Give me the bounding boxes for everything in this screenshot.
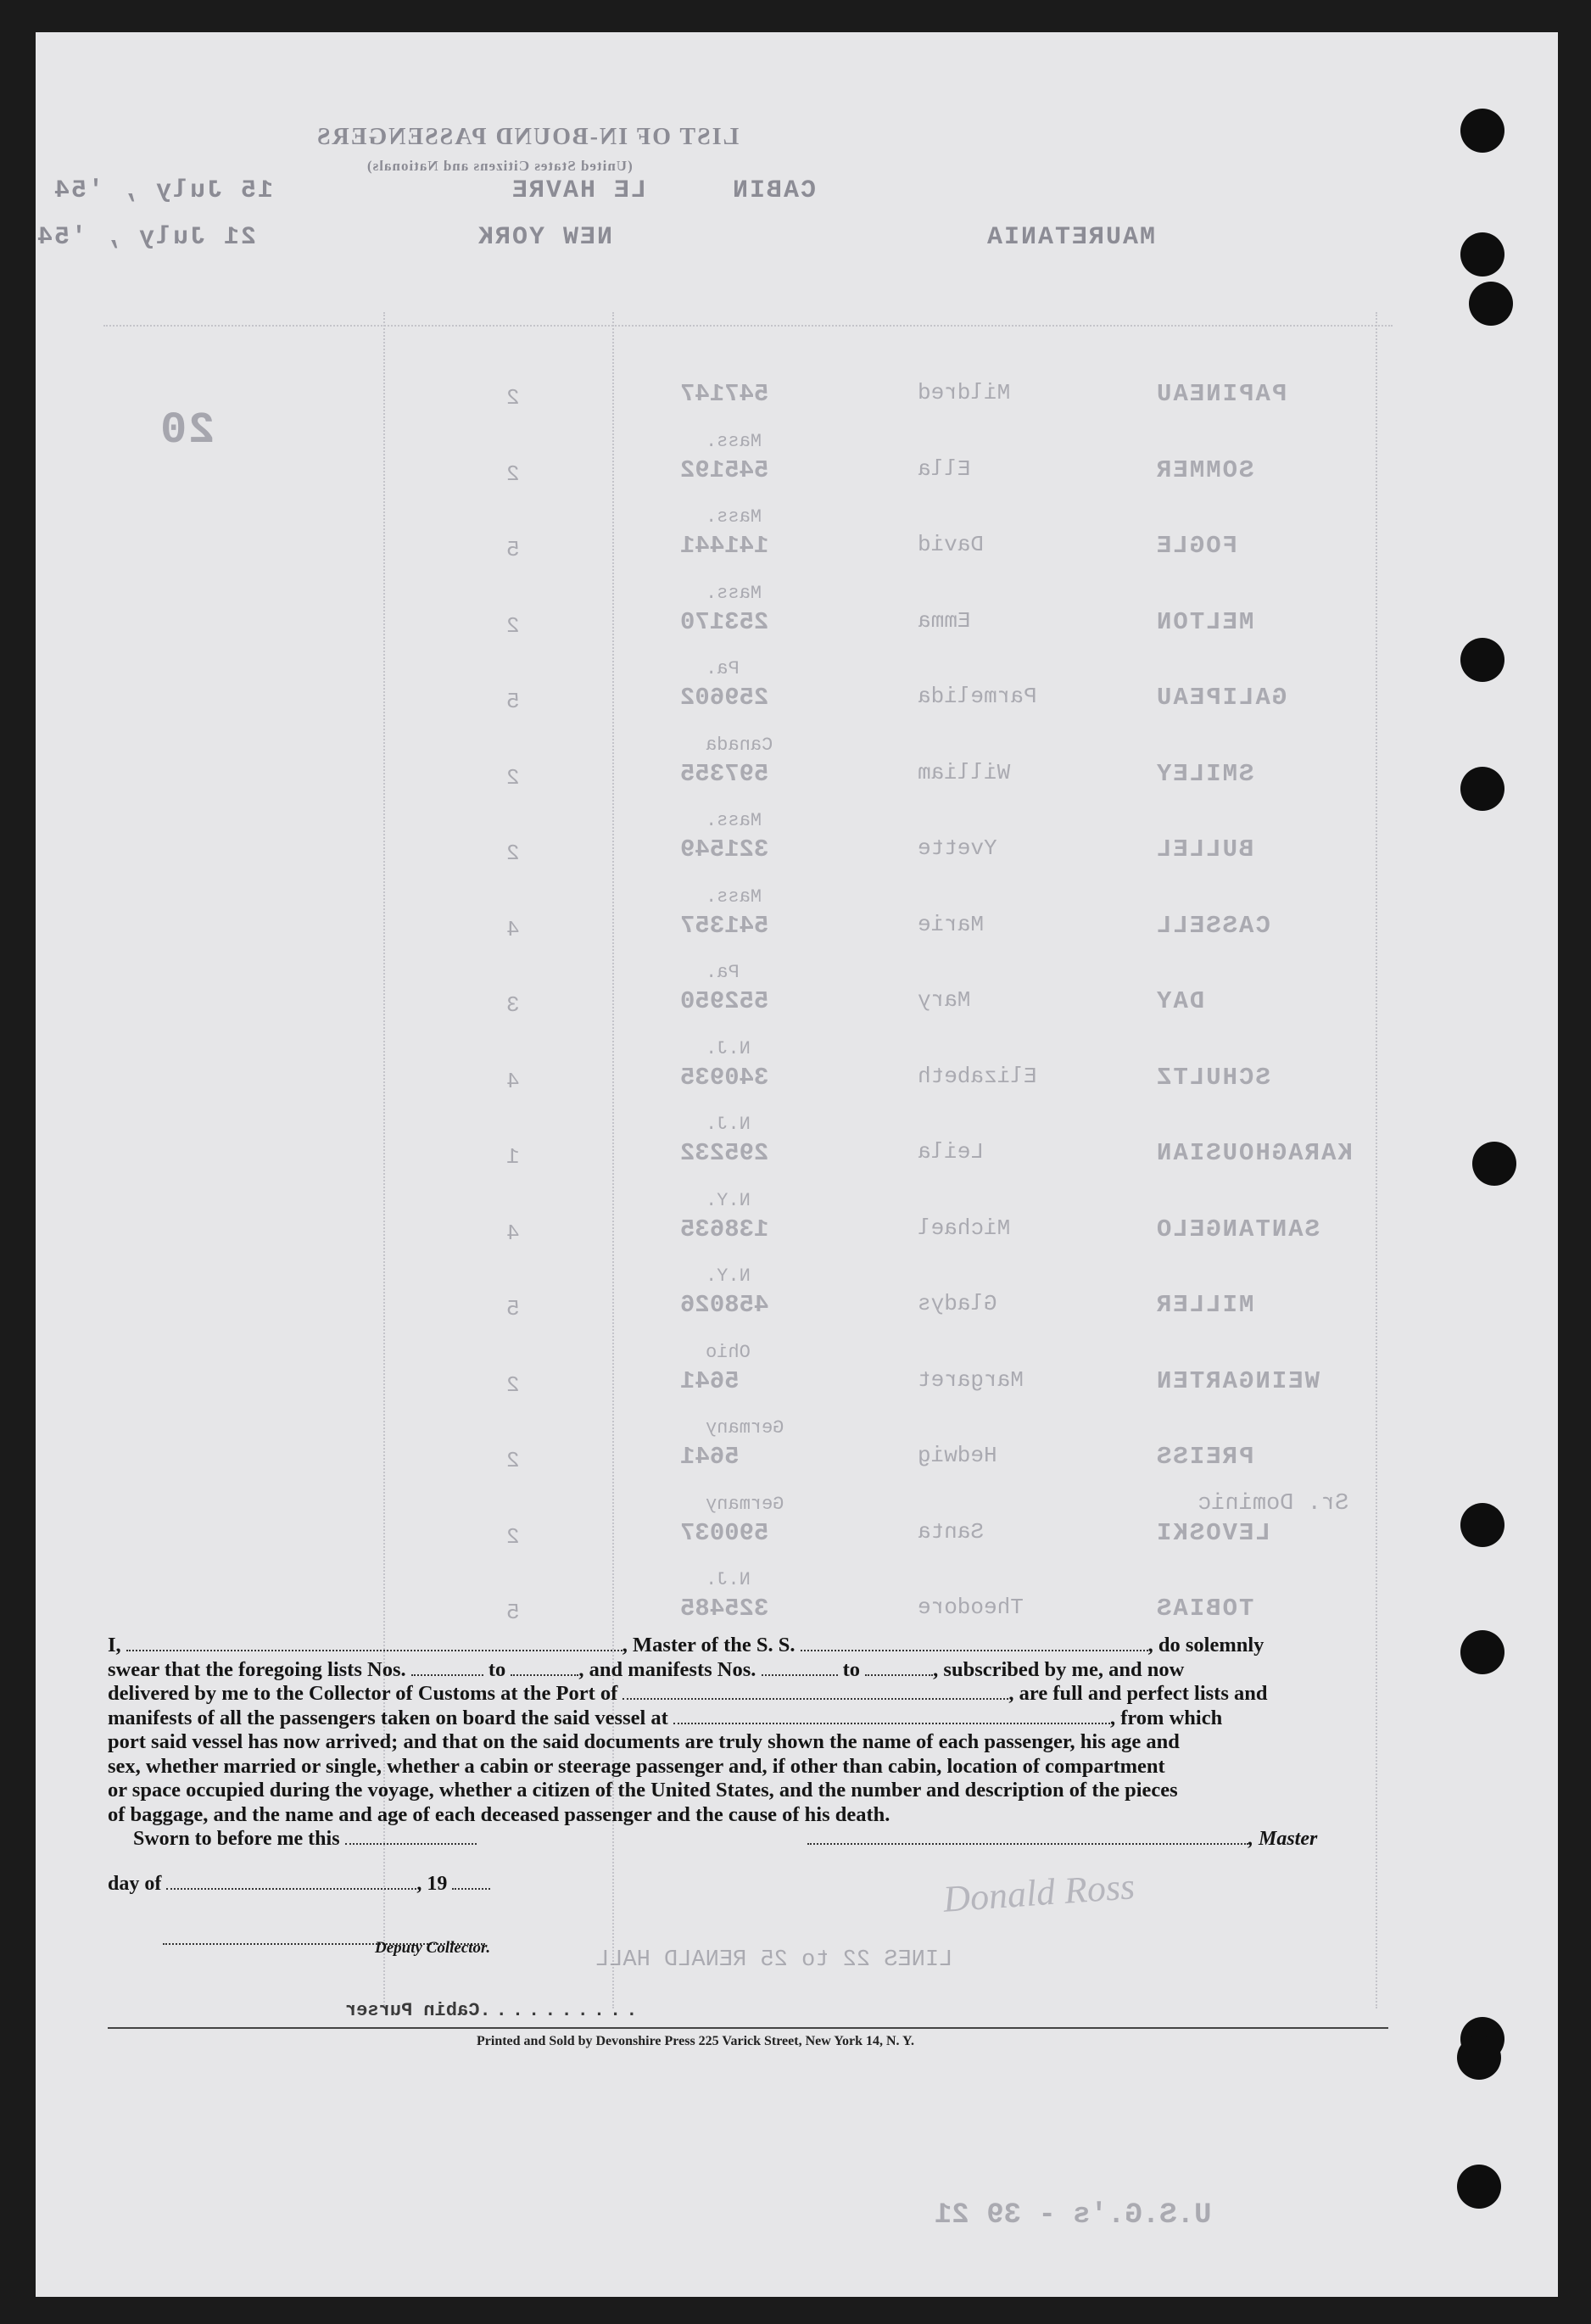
sailing-date: 15 July , '54 xyxy=(53,176,274,205)
sworn-line: Sworn to before me this xyxy=(133,1828,477,1851)
passenger-given: David xyxy=(918,532,985,557)
passenger-surname: MELTON xyxy=(1155,607,1254,636)
passenger-code: 4 xyxy=(506,916,520,942)
manifest-page xyxy=(36,32,1558,2297)
passenger-number: 5641 xyxy=(680,1366,740,1395)
passenger-given: Parmelida xyxy=(918,684,1037,709)
from-port: LE HAVRE xyxy=(511,176,647,205)
class-field: CABIN xyxy=(731,176,817,205)
margin-note: 20 xyxy=(159,405,215,455)
passenger-place: N.J. xyxy=(706,1114,751,1135)
passenger-surname: PREISS xyxy=(1155,1443,1254,1471)
passenger-given: Yvette xyxy=(918,835,997,861)
passenger-place: Pa. xyxy=(706,658,740,679)
passenger-place: N.Y. xyxy=(706,1265,751,1287)
passenger-given: Mary xyxy=(918,987,971,1013)
passenger-number: 340935 xyxy=(680,1063,769,1092)
passenger-surname: WEINGARTEN xyxy=(1155,1366,1320,1395)
passenger-given: Leila xyxy=(918,1139,985,1165)
passenger-code: 5 xyxy=(506,689,520,714)
passenger-number: 295232 xyxy=(680,1139,769,1167)
binder-hole xyxy=(1472,1142,1516,1186)
passenger-surname: SMILEY xyxy=(1155,759,1254,788)
passenger-code: 2 xyxy=(506,461,520,487)
passenger-given: Theodore xyxy=(918,1595,1024,1620)
oath-line: manifests of all the passengers taken on board the said vessel at , from which xyxy=(108,1706,1223,1729)
passenger-surname: DAY xyxy=(1155,987,1205,1015)
passenger-code: 2 xyxy=(506,385,520,411)
oath-line: sex, whether married or single, whether a cabin or steerage passenger and, if other than cabin, location of compartment xyxy=(108,1754,1165,1778)
printer-credit: Printed and Sold by Devonshire Press 225 Varick Street, New York 14, N. Y. xyxy=(477,2034,915,2048)
oath-paragraph xyxy=(108,1634,1426,1827)
deputy-label: Deputy Collector. xyxy=(375,1939,491,1957)
binder-hole xyxy=(1460,638,1504,682)
passenger-place: N.J. xyxy=(706,1569,751,1590)
form-subtitle: (United States Citizens and Nationals) xyxy=(366,158,633,174)
passenger-surname: KARAGHOUSIAN xyxy=(1155,1139,1353,1167)
binder-hole xyxy=(1457,2165,1501,2209)
passenger-number: 253170 xyxy=(680,607,769,636)
passenger-place: Mass. xyxy=(706,430,762,452)
passenger-code: 5 xyxy=(506,1296,520,1321)
passenger-number: 259602 xyxy=(680,684,769,712)
passenger-number: 597355 xyxy=(680,759,769,788)
passenger-number: 552950 xyxy=(680,987,769,1015)
binder-hole xyxy=(1469,282,1513,326)
passenger-given: William xyxy=(918,759,1011,785)
form-title: LIST OF IN-BOUND PASSENGERS xyxy=(315,124,740,150)
passenger-place: Canada xyxy=(706,734,773,756)
passenger-given: Hedwig xyxy=(918,1443,997,1468)
passenger-surname: BULLEL xyxy=(1155,835,1254,863)
arriving-port: NEW YORK xyxy=(477,223,613,252)
passenger-given: Marie xyxy=(918,911,985,937)
binder-hole xyxy=(1460,109,1504,153)
handwritten-signature: Donald Ross xyxy=(941,1865,1136,1920)
passenger-place: N.Y. xyxy=(706,1189,751,1211)
passenger-code: 2 xyxy=(506,612,520,639)
passenger-number: 458026 xyxy=(680,1291,769,1319)
passenger-number: 138635 xyxy=(680,1215,769,1243)
passenger-code: 2 xyxy=(506,1523,520,1550)
passenger-number: 545192 xyxy=(680,455,769,484)
passenger-given: Elizabeth xyxy=(918,1063,1037,1089)
passenger-surname: FOGLE xyxy=(1155,532,1238,560)
oath-line: swear that the foregoing lists Nos. to , and manifests Nos. to , subscribed by me, and now xyxy=(108,1657,1185,1681)
passenger-given: Emma xyxy=(918,607,971,634)
passenger-number: 141441 xyxy=(680,532,769,560)
passenger-given: Mildred xyxy=(918,380,1011,405)
passenger-place: Mass. xyxy=(706,885,762,908)
passenger-place: Germany xyxy=(706,1493,784,1515)
arrival-date: 21 July , '54 xyxy=(36,223,257,252)
passenger-number: 5641 xyxy=(680,1443,740,1471)
passenger-place: Ohio xyxy=(706,1341,751,1363)
passenger-place: Germany xyxy=(706,1417,784,1439)
passenger-code: 2 xyxy=(506,841,520,866)
passenger-code: 1 xyxy=(506,1144,520,1170)
binder-hole xyxy=(1457,2036,1501,2080)
passenger-surname: TOBIAS xyxy=(1155,1595,1254,1623)
printer-rule xyxy=(108,2027,1388,2029)
passenger-surname: SOMMER xyxy=(1155,455,1254,484)
passenger-number: 321549 xyxy=(680,835,769,863)
passenger-given: Michael xyxy=(918,1215,1011,1241)
header-rule xyxy=(103,325,1393,327)
passenger-given: Santa xyxy=(918,1518,985,1545)
passenger-place: Mass. xyxy=(706,810,762,831)
passenger-code: 3 xyxy=(506,992,520,1018)
passenger-given: Ella xyxy=(918,455,971,482)
lines-note: LINES 22 to 25 RENALD HALL xyxy=(595,1947,953,1973)
binder-hole xyxy=(1460,1503,1504,1547)
purser-line: Cabin Purser.......... xyxy=(345,2000,643,2021)
passenger-surname: CASSELL xyxy=(1155,911,1270,940)
master-signature-line: , Master xyxy=(807,1828,1317,1851)
passenger-number: 541357 xyxy=(680,911,769,940)
passenger-surname: MILLER xyxy=(1155,1291,1254,1319)
passenger-given: Margaret xyxy=(918,1366,1024,1393)
passenger-number: 590037 xyxy=(680,1518,769,1547)
passenger-code: 2 xyxy=(506,764,520,790)
passenger-place: Pa. xyxy=(706,962,740,983)
oath-line: of baggage, and the name and age of each deceased passenger and the cause of his death. xyxy=(108,1802,890,1826)
oath-line: delivered by me to the Collector of Customs at the Port of , are full and perfect lists and xyxy=(108,1682,1268,1705)
passenger-surname: LEVOSKI xyxy=(1155,1518,1270,1547)
binder-hole xyxy=(1460,767,1504,811)
passenger-code: 4 xyxy=(506,1068,520,1094)
binder-hole xyxy=(1460,1630,1504,1674)
passenger-surname: GALIPEAU xyxy=(1155,684,1287,712)
bottom-code: U.S.G.'s - 39 21 xyxy=(935,2199,1212,2232)
oath-line: port said vessel has now arrived; and that on the said documents are truly shown the name of each passenger, his age and xyxy=(108,1730,1180,1753)
oath-line: I, , Master of the S. S. , do solemnly xyxy=(108,1634,1264,1656)
passenger-code: 2 xyxy=(506,1448,520,1473)
passenger-surname: SANTANGELO xyxy=(1155,1215,1320,1243)
passenger-code: 2 xyxy=(506,1371,520,1398)
passenger-code: 5 xyxy=(506,1600,520,1625)
passenger-number: 325485 xyxy=(680,1595,769,1623)
passenger-number: 547147 xyxy=(680,380,769,408)
oath-line: or space occupied during the voyage, whether a citizen of the United States, and the number and description of the pieces xyxy=(108,1779,1178,1802)
day-line: day of , 19 xyxy=(108,1873,490,1896)
passenger-place: N.J. xyxy=(706,1037,751,1059)
passenger-code: 4 xyxy=(506,1220,520,1246)
passenger-surname: SCHULTZ xyxy=(1155,1063,1270,1092)
passenger-given: Gladys xyxy=(918,1291,997,1316)
passenger-place: Mass. xyxy=(706,506,762,528)
vessel-name: MAURETANIA xyxy=(985,223,1156,252)
binder-hole xyxy=(1460,232,1504,277)
extra-line: Sr. Dominic xyxy=(1197,1491,1349,1517)
passenger-place: Mass. xyxy=(706,582,762,604)
passenger-surname: PAPINEAU xyxy=(1155,380,1287,408)
passenger-code: 5 xyxy=(506,537,520,562)
